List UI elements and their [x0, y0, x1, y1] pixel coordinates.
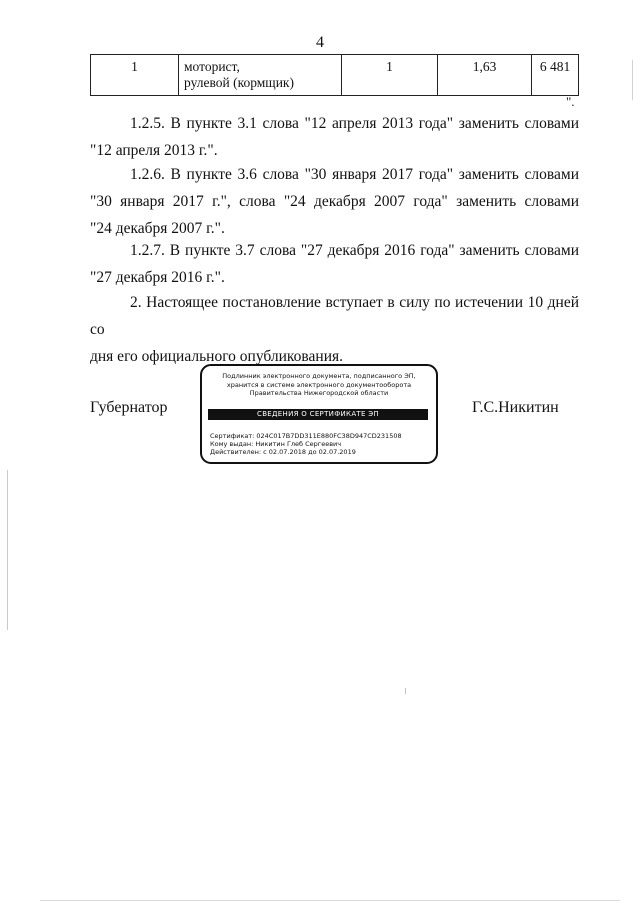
page-number: 4 — [316, 34, 324, 51]
table-cell: 1 — [342, 55, 438, 96]
signer-title: Губернатор — [90, 399, 168, 416]
paragraph-line: 2. Настоящее постановление вступает в силу по истечении 10 дней со — [90, 294, 579, 338]
paragraph-2 — [90, 289, 579, 370]
scan-mark — [40, 900, 620, 901]
paragraph-line: "27 декабря 2016 г.". — [90, 269, 225, 286]
stamp-issued-to: Кому выдан: Никитин Глеб Сергеевич — [210, 440, 342, 448]
closing-quote: ". — [566, 94, 575, 109]
cell-line: рулевой (кормщик) — [184, 75, 294, 90]
stamp-certificate: Сертификат: 024C017B7DD311E880FC38D947CD231508 — [210, 432, 402, 440]
stamp-details — [210, 432, 402, 456]
paragraph-line: 1.2.6. В пункте 3.6 слова "30 января 2017 года" заменить словами — [130, 166, 579, 183]
table-cell: 1,63 — [438, 55, 532, 96]
paragraph-1-2-7 — [90, 237, 579, 291]
paragraph-line: дня его официального опубликования. — [90, 348, 344, 365]
scan-mark — [7, 470, 8, 630]
paragraph-line: 1.2.7. В пункте 3.7 слова "27 декабря 2016 года" заменить словами — [130, 242, 579, 259]
stamp-header — [202, 372, 436, 398]
stamp-validity: Действителен: с 02.07.2018 до 02.07.2019 — [210, 448, 356, 456]
table-row — [91, 55, 579, 96]
table-cell — [179, 55, 342, 96]
scan-mark — [632, 60, 633, 100]
paragraph-1-2-5 — [90, 110, 579, 164]
cell-line: моторист, — [184, 59, 240, 74]
stamp-banner: СВЕДЕНИЯ О СЕРТИФИКАТЕ ЭП — [208, 409, 428, 420]
stamp-line: хранится в системе электронного документооборота — [226, 380, 412, 389]
paragraph-line: "12 апреля 2013 г.". — [90, 142, 218, 159]
stamp-line: Подлинник электронного документа, подписанного ЭП, — [222, 372, 416, 380]
paragraph-line: "24 декабря 2007 г.". — [90, 220, 225, 237]
scan-mark — [405, 688, 406, 694]
table-cell: 6 481 — [532, 55, 579, 96]
stamp-line: Правительства Нижегородской области — [249, 389, 389, 397]
signer-name: Г.С.Никитин — [472, 399, 559, 416]
paragraph-line: "30 января 2017 г.", слова "24 декабря 2007 года" заменить словами — [90, 193, 579, 210]
e-signature-stamp — [200, 364, 438, 464]
table-cell: 1 — [91, 55, 179, 96]
rate-table — [90, 54, 579, 96]
paragraph-1-2-6 — [90, 161, 579, 242]
paragraph-line: 1.2.5. В пункте 3.1 слова "12 апреля 2013 года" заменить словами — [130, 115, 579, 132]
